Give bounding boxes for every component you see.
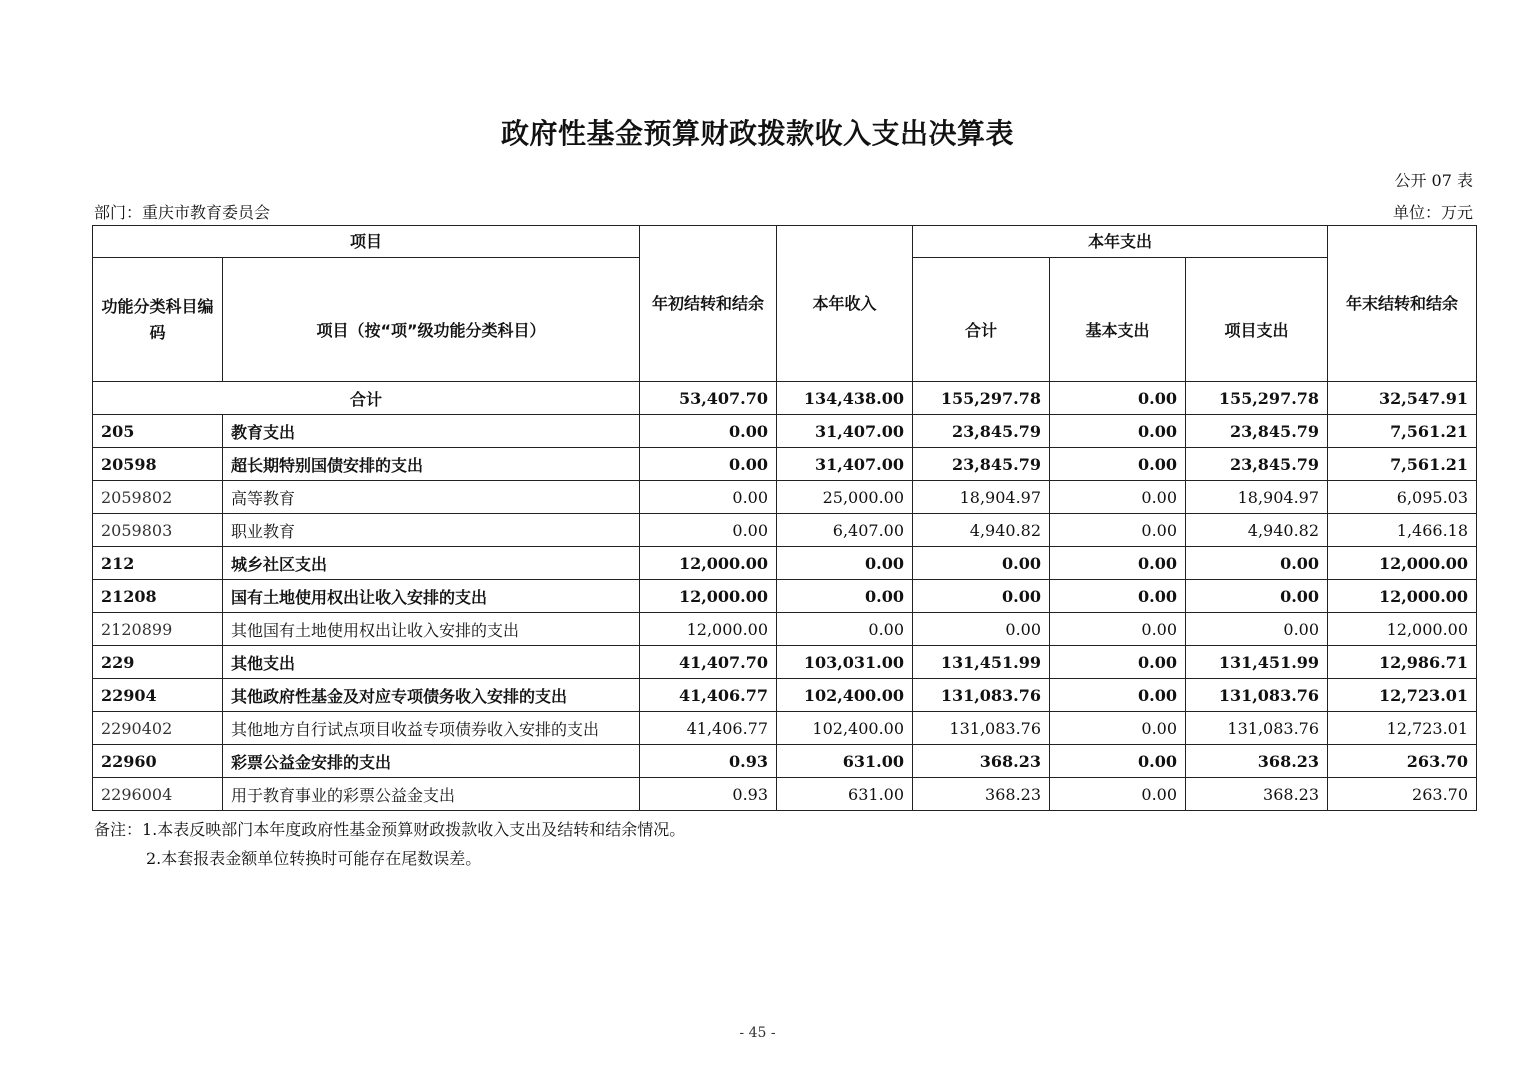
row-name: 国有土地使用权出让收入安排的支出 bbox=[223, 580, 640, 613]
table-row bbox=[93, 613, 1477, 646]
table-row bbox=[93, 646, 1477, 679]
header-current-expense-group: 本年支出 bbox=[913, 226, 1328, 258]
table-row bbox=[93, 547, 1477, 580]
row-income: 6,407.00 bbox=[777, 514, 913, 547]
row-project: 0.00 bbox=[1186, 580, 1328, 613]
row-code: 2290402 bbox=[93, 712, 223, 745]
header-basic-expense: 基本支出 bbox=[1050, 258, 1186, 382]
total-income: 134,438.00 bbox=[777, 382, 913, 415]
row-code: 205 bbox=[93, 415, 223, 448]
row-closing: 12,986.71 bbox=[1328, 646, 1477, 679]
total-basic: 0.00 bbox=[1050, 382, 1186, 415]
row-code: 22904 bbox=[93, 679, 223, 712]
row-name: 高等教育 bbox=[223, 481, 640, 514]
row-closing: 6,095.03 bbox=[1328, 481, 1477, 514]
row-income: 25,000.00 bbox=[777, 481, 913, 514]
row-income: 631.00 bbox=[777, 778, 913, 811]
row-name: 用于教育事业的彩票公益金支出 bbox=[223, 778, 640, 811]
row-name: 其他国有土地使用权出让收入安排的支出 bbox=[223, 613, 640, 646]
row-opening: 12,000.00 bbox=[640, 613, 777, 646]
row-code: 22960 bbox=[93, 745, 223, 778]
header-current-income: 本年收入 bbox=[777, 226, 913, 382]
row-income: 103,031.00 bbox=[777, 646, 913, 679]
row-total: 131,451.99 bbox=[913, 646, 1050, 679]
row-name: 教育支出 bbox=[223, 415, 640, 448]
row-name: 城乡社区支出 bbox=[223, 547, 640, 580]
row-income: 31,407.00 bbox=[777, 415, 913, 448]
row-total: 368.23 bbox=[913, 745, 1050, 778]
table-row bbox=[93, 415, 1477, 448]
row-project: 0.00 bbox=[1186, 547, 1328, 580]
row-opening: 0.93 bbox=[640, 778, 777, 811]
row-project: 0.00 bbox=[1186, 613, 1328, 646]
form-number: 公开 07 表 bbox=[1394, 171, 1473, 190]
row-income: 102,400.00 bbox=[777, 679, 913, 712]
row-project: 368.23 bbox=[1186, 778, 1328, 811]
total-opening: 53,407.70 bbox=[640, 382, 777, 415]
header-function-code: 功能分类科目编码 bbox=[93, 258, 223, 382]
row-total: 131,083.76 bbox=[913, 679, 1050, 712]
row-income: 102,400.00 bbox=[777, 712, 913, 745]
row-basic: 0.00 bbox=[1050, 547, 1186, 580]
note-line-1: 备注：1.本表反映部门本年度政府性基金预算财政拨款收入支出及结转和结余情况。 bbox=[94, 820, 686, 839]
row-income: 631.00 bbox=[777, 745, 913, 778]
row-project: 23,845.79 bbox=[1186, 448, 1328, 481]
total-closing: 32,547.91 bbox=[1328, 382, 1477, 415]
total-project: 155,297.78 bbox=[1186, 382, 1328, 415]
department-label: 部门：重庆市教育委员会 bbox=[94, 203, 271, 222]
total-row bbox=[93, 382, 1477, 415]
row-opening: 0.00 bbox=[640, 415, 777, 448]
row-closing: 12,000.00 bbox=[1328, 580, 1477, 613]
row-total: 23,845.79 bbox=[913, 448, 1050, 481]
row-closing: 263.70 bbox=[1328, 745, 1477, 778]
row-name: 其他支出 bbox=[223, 646, 640, 679]
row-opening: 0.00 bbox=[640, 448, 777, 481]
page-number: - 45 - bbox=[739, 1025, 776, 1041]
row-opening: 12,000.00 bbox=[640, 547, 777, 580]
row-name: 其他地方自行试点项目收益专项债券收入安排的支出 bbox=[223, 712, 640, 745]
row-opening: 41,406.77 bbox=[640, 712, 777, 745]
row-basic: 0.00 bbox=[1050, 712, 1186, 745]
row-basic: 0.00 bbox=[1050, 745, 1186, 778]
row-total: 4,940.82 bbox=[913, 514, 1050, 547]
table-row bbox=[93, 679, 1477, 712]
row-total: 0.00 bbox=[913, 547, 1050, 580]
row-project: 368.23 bbox=[1186, 745, 1328, 778]
header-item-name: 项目（按“项”级功能分类科目） bbox=[223, 258, 640, 382]
row-closing: 263.70 bbox=[1328, 778, 1477, 811]
row-income: 31,407.00 bbox=[777, 448, 913, 481]
row-project: 131,451.99 bbox=[1186, 646, 1328, 679]
row-project: 23,845.79 bbox=[1186, 415, 1328, 448]
row-closing: 12,000.00 bbox=[1328, 547, 1477, 580]
row-income: 0.00 bbox=[777, 547, 913, 580]
table-row bbox=[93, 745, 1477, 778]
row-total: 0.00 bbox=[913, 580, 1050, 613]
row-project: 18,904.97 bbox=[1186, 481, 1328, 514]
budget-table bbox=[92, 225, 1477, 811]
row-income: 0.00 bbox=[777, 613, 913, 646]
row-basic: 0.00 bbox=[1050, 481, 1186, 514]
row-opening: 41,406.77 bbox=[640, 679, 777, 712]
row-income: 0.00 bbox=[777, 580, 913, 613]
row-closing: 12,000.00 bbox=[1328, 613, 1477, 646]
row-code: 212 bbox=[93, 547, 223, 580]
row-closing: 7,561.21 bbox=[1328, 415, 1477, 448]
header-opening-balance: 年初结转和结余 bbox=[640, 226, 777, 382]
row-name: 超长期特别国债安排的支出 bbox=[223, 448, 640, 481]
row-basic: 0.00 bbox=[1050, 514, 1186, 547]
row-code: 20598 bbox=[93, 448, 223, 481]
row-code: 2296004 bbox=[93, 778, 223, 811]
row-basic: 0.00 bbox=[1050, 613, 1186, 646]
row-total: 18,904.97 bbox=[913, 481, 1050, 514]
row-basic: 0.00 bbox=[1050, 448, 1186, 481]
note-line-2: 2.本套报表金额单位转换时可能存在尾数误差。 bbox=[146, 849, 482, 868]
table-row bbox=[93, 481, 1477, 514]
row-basic: 0.00 bbox=[1050, 415, 1186, 448]
row-basic: 0.00 bbox=[1050, 580, 1186, 613]
report-title: 政府性基金预算财政拨款收入支出决算表 bbox=[500, 117, 1014, 150]
header-project-group: 项目 bbox=[93, 226, 640, 258]
row-code: 2059803 bbox=[93, 514, 223, 547]
table-row bbox=[93, 778, 1477, 811]
row-closing: 1,466.18 bbox=[1328, 514, 1477, 547]
row-name: 彩票公益金安排的支出 bbox=[223, 745, 640, 778]
row-basic: 0.00 bbox=[1050, 778, 1186, 811]
total-expense: 155,297.78 bbox=[913, 382, 1050, 415]
row-name: 职业教育 bbox=[223, 514, 640, 547]
row-name: 其他政府性基金及对应专项债务收入安排的支出 bbox=[223, 679, 640, 712]
row-total: 368.23 bbox=[913, 778, 1050, 811]
row-closing: 12,723.01 bbox=[1328, 679, 1477, 712]
total-label: 合计 bbox=[93, 382, 640, 415]
header-row-1 bbox=[93, 226, 1477, 258]
row-opening: 41,407.70 bbox=[640, 646, 777, 679]
row-code: 229 bbox=[93, 646, 223, 679]
row-code: 2120899 bbox=[93, 613, 223, 646]
row-opening: 0.00 bbox=[640, 481, 777, 514]
row-code: 21208 bbox=[93, 580, 223, 613]
row-basic: 0.00 bbox=[1050, 679, 1186, 712]
row-opening: 0.00 bbox=[640, 514, 777, 547]
row-project: 131,083.76 bbox=[1186, 712, 1328, 745]
header-project-expense: 项目支出 bbox=[1186, 258, 1328, 382]
table-row bbox=[93, 514, 1477, 547]
row-total: 131,083.76 bbox=[913, 712, 1050, 745]
row-basic: 0.00 bbox=[1050, 646, 1186, 679]
row-closing: 12,723.01 bbox=[1328, 712, 1477, 745]
table-row bbox=[93, 580, 1477, 613]
table-row bbox=[93, 712, 1477, 745]
row-opening: 0.93 bbox=[640, 745, 777, 778]
unit-label: 单位：万元 bbox=[1392, 203, 1473, 222]
header-closing-balance: 年末结转和结余 bbox=[1328, 226, 1477, 382]
row-project: 131,083.76 bbox=[1186, 679, 1328, 712]
row-total: 23,845.79 bbox=[913, 415, 1050, 448]
header-expense-total: 合计 bbox=[913, 258, 1050, 382]
table-row bbox=[93, 448, 1477, 481]
row-total: 0.00 bbox=[913, 613, 1050, 646]
notes bbox=[94, 815, 685, 873]
row-project: 4,940.82 bbox=[1186, 514, 1328, 547]
row-opening: 12,000.00 bbox=[640, 580, 777, 613]
row-code: 2059802 bbox=[93, 481, 223, 514]
row-closing: 7,561.21 bbox=[1328, 448, 1477, 481]
